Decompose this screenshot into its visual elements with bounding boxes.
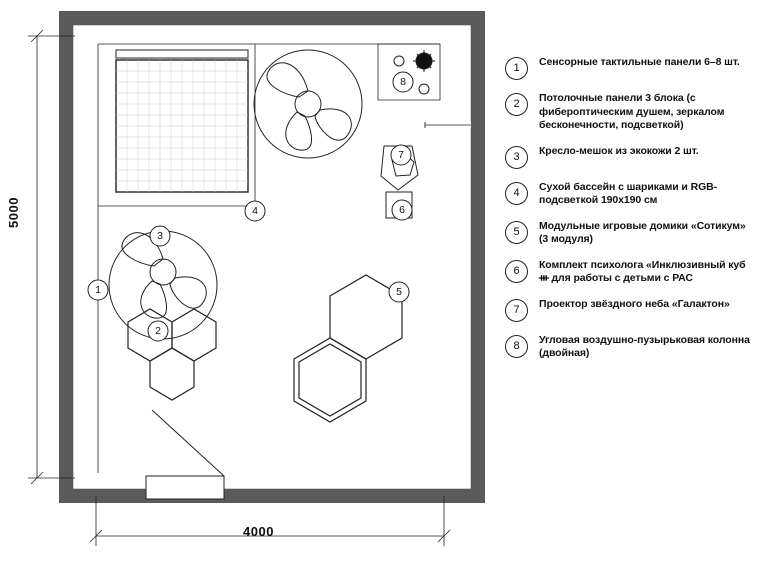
wall-niche-right [425, 122, 471, 128]
hexagon-modules-right [294, 275, 402, 422]
ball-pool-furniture [116, 50, 248, 192]
hexagon-cluster-left [128, 309, 216, 400]
dimension-label-height: 5000 [6, 197, 21, 228]
legend-item-1 [505, 56, 755, 80]
legend-number-6: 6 [505, 260, 528, 283]
plan-marker-2: 2 [155, 325, 161, 337]
legend-text-4: Сухой бассейн с шариками и RGB-подсветкой 190х190 см [539, 180, 718, 206]
legend-number-5: 5 [505, 221, 528, 244]
plan-marker-7: 7 [398, 149, 404, 161]
legend-item-8 [505, 334, 755, 361]
legend-item-2 [505, 92, 755, 133]
legend-text-1: Сенсорные тактильные панели 6–8 шт. [539, 56, 740, 68]
legend-number-1: 1 [505, 57, 528, 80]
legend-number-8: 8 [505, 335, 528, 358]
ceiling-panel-top [254, 50, 362, 158]
legend-number-4: 4 [505, 182, 528, 205]
legend-item-3 [505, 145, 755, 169]
plan-marker-4: 4 [252, 205, 258, 217]
plan-marker-6: 6 [399, 204, 405, 216]
legend-item-5 [505, 220, 755, 247]
legend-number-3: 3 [505, 146, 528, 169]
door-opening [146, 410, 224, 499]
legend-text-7: Проектор звёздного неба «Галактон» [539, 297, 730, 310]
dimension-label-width: 4000 [243, 524, 274, 539]
legend-item-6 [505, 259, 755, 286]
legend-text-2: Потолочные панели 3 блока (с фибероптическим душем, зеркалом бесконечности, подсветкой) [539, 92, 725, 131]
legend-text-5: Модульные игровые домики «Сотикум» (3 модуля) [539, 219, 746, 245]
legend-item-7 [505, 298, 755, 322]
plan-marker-1: 1 [95, 284, 101, 296]
legend-number-2: 2 [505, 93, 528, 116]
legend-text-3: Кресло-мешок из экокожи 2 шт. [539, 144, 699, 157]
plan-marker-3: 3 [157, 230, 163, 242]
plan-marker-5: 5 [396, 286, 402, 298]
legend [505, 56, 755, 373]
legend-item-4 [505, 181, 755, 208]
legend-text-6: Комплект психолога «Инклюзивный куб ᚒ для работы с детьми с РАС [539, 258, 746, 284]
legend-number-7: 7 [505, 299, 528, 322]
legend-text-8: Угловая воздушно-пузырьковая колонна (двойная) [539, 333, 750, 359]
bubble-column-corner [378, 44, 440, 100]
plan-marker-8: 8 [400, 76, 406, 88]
